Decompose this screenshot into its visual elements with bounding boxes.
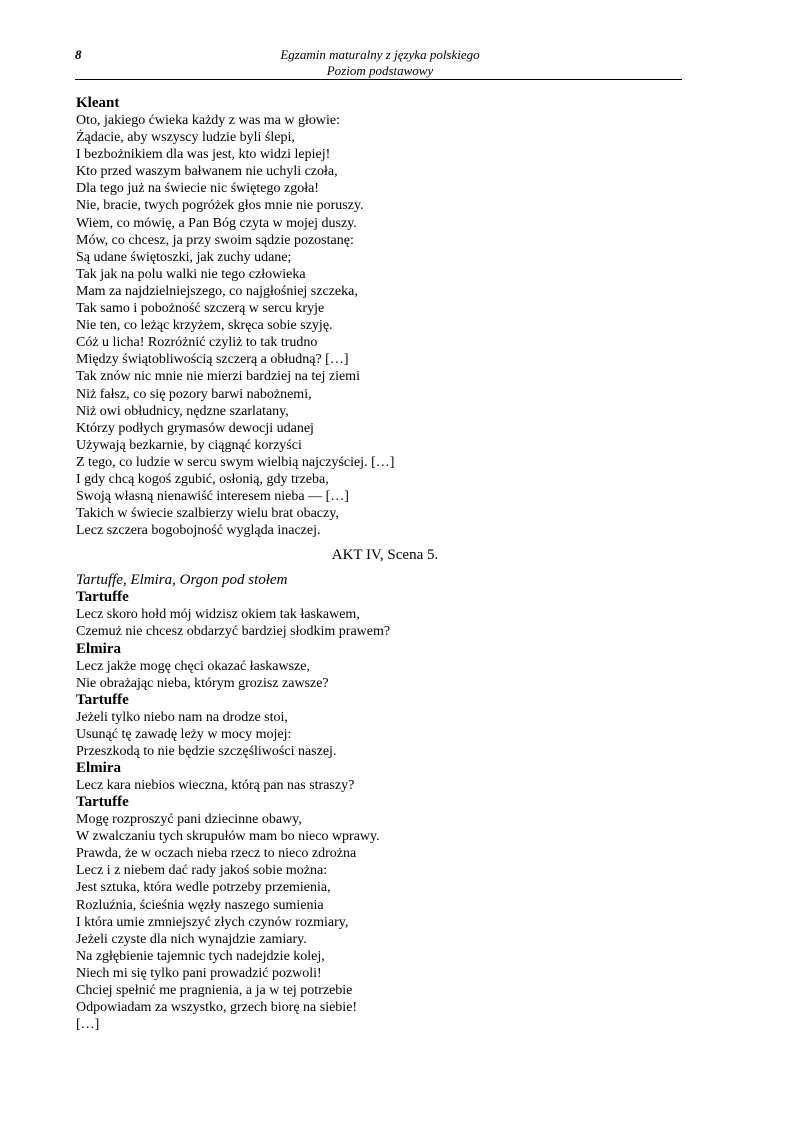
verse-line: Na zgłębienie tajemnic tych nadejdzie kolej, [76, 948, 325, 964]
verse-line: Kto przed waszym bałwanem nie uchyli czoła, [76, 164, 338, 180]
verse-line: Przeszkodą to nie będzie szczęśliwości naszej. [76, 743, 337, 759]
verse-line: Prawda, że w oczach nieba rzecz to nieco zdrożna [76, 846, 357, 862]
verse-line: Tak znów nic mnie nie mierzi bardziej na tej ziemi [76, 369, 360, 385]
verse-line: Lecz i z niebem dać rady jakoś sobie można: [76, 863, 328, 879]
speaker-name: Tartuffe [76, 589, 129, 606]
verse-line: I gdy chcą kogoś zgubić, osłonią, gdy trzeba, [76, 471, 329, 487]
kleant-speech [76, 95, 686, 539]
verse-line: Dla tego już na świecie nic świętego zgoła! [76, 181, 319, 197]
dialogue-block [76, 692, 686, 760]
verse-line: Wiem, co mówię, a Pan Bóg czyta w mojej duszy. [76, 215, 357, 231]
verse-line: Niech mi się tylko pani prowadzić pozwoli! [76, 965, 322, 981]
verse-line: Chciej spełnić me pragnienia, a ja w tej potrzebie [76, 983, 353, 999]
verse-line: Nie obrażając nieba, którym grozisz zawsze? [76, 675, 329, 691]
stage-direction: Tartuffe, Elmira, Orgon pod stołem [76, 572, 288, 589]
verse-line: Odpowiadam za wszystko, grzech biorę na siebie! [76, 1000, 358, 1016]
verse-line: Swoją własną nienawiść interesem nieba — […] [76, 489, 349, 505]
verse-line: Usunąć tę zawadę leży w mocy mojej: [76, 726, 292, 742]
verse-line: Tak samo i pobożność szczerą w sercu kryje [76, 301, 325, 317]
dialogue-block [76, 760, 686, 794]
verse-line: Lecz szczera bogobojność wygląda inaczej. [76, 523, 321, 539]
verse-line: Z tego, co ludzie w sercu swym wielbią najczyściej. […] [76, 454, 395, 470]
speaker-name: Kleant [76, 95, 120, 111]
verse-line: Niż owi obłudnicy, nędzne szarlatany, [76, 403, 289, 419]
document-body [76, 95, 686, 1033]
verse-line: Lecz kara niebios wieczna, którą pan nas straszy? [76, 778, 355, 793]
verse-line: […] [76, 1017, 100, 1033]
verse-line: Są udane świętoszki, jak zuchy udane; [76, 249, 292, 265]
verse-line: Mogę rozproszyć pani dziecinne obawy, [76, 812, 302, 828]
verse-line: I która umie zmniejszyć złych czynów rozmiary, [76, 914, 349, 930]
verse-line: I bezbożnikiem dla was jest, kto widzi lepiej! [76, 147, 331, 163]
verse-line: Rozluźnia, ścieśnia węzły naszego sumienia [76, 897, 324, 913]
verse-line: Oto, jakiego ćwieka każdy z was ma w głowie: [76, 113, 340, 128]
verse-line: Mów, co chcesz, ja przy swoim sądzie pozostanę: [76, 232, 354, 248]
verse-line: Jest sztuka, która wedle potrzeby przemienia, [76, 880, 331, 896]
verse-line: Jeżeli tylko niebo nam na drodze stoi, [76, 709, 288, 725]
verse-line: Nie, bracie, twych pogróżek głos mnie nie poruszy. [76, 198, 364, 214]
header-rule [75, 79, 682, 80]
dialogue [76, 589, 686, 1033]
verse-line: Między świątobliwością szczerą a obłudną? […] [76, 352, 349, 368]
verse-line: Nie ten, co leżąc krzyżem, skręca sobie szyję. [76, 318, 333, 334]
verse-line: Lecz jakże mogę chęci okazać łaskawsze, [76, 658, 310, 674]
speaker-name: Elmira [76, 760, 121, 776]
header-title-line1: Egzamin maturalny z języka polskiego [280, 47, 480, 62]
verse-lines [76, 112, 686, 539]
verse-line: Którzy podłych grymasów dewocji udanej [76, 420, 314, 436]
verse-line: Cóż u licha! Rozróżnić czyliż to tak trudno [76, 335, 318, 351]
speaker-name: Tartuffe [76, 794, 129, 811]
speaker-name: Tartuffe [76, 691, 129, 708]
dialogue-block [76, 641, 686, 692]
header-title-line2: Poziom podstawowy [326, 63, 434, 78]
verse-line: Takich w świecie szalbierzy wielu brat obaczy, [76, 506, 339, 522]
running-header [180, 47, 580, 79]
verse-line: W zwalczaniu tych skrupułów mam bo nieco wprawy. [76, 829, 380, 845]
verse-line: Niż fałsz, co się pozory barwi nabożnemi, [76, 386, 312, 402]
verse-line: Jeżeli czyste dla nich wynajdzie zamiary. [76, 931, 307, 947]
page-number: 8 [75, 47, 82, 62]
dialogue-block [76, 794, 686, 1033]
verse-line: Tak jak na polu walki nie tego człowieka [76, 266, 306, 282]
verse-line: Czemuż nie chcesz obdarzyć bardziej słodkim prawem? [76, 624, 391, 640]
verse-line: Mam za najdzielniejszego, co najgłośniej szczeka, [76, 283, 358, 299]
speaker-name: Elmira [76, 640, 121, 657]
verse-line: Lecz skoro hołd mój widzisz okiem tak łaskawem, [76, 607, 360, 623]
verse-line: Żądacie, aby wszyscy ludzie byli ślepi, [76, 130, 295, 146]
act-heading: AKT IV, Scena 5. [331, 547, 439, 564]
dialogue-block [76, 589, 686, 640]
verse-line: Używają bezkarnie, by ciągnąć korzyści [76, 437, 302, 453]
